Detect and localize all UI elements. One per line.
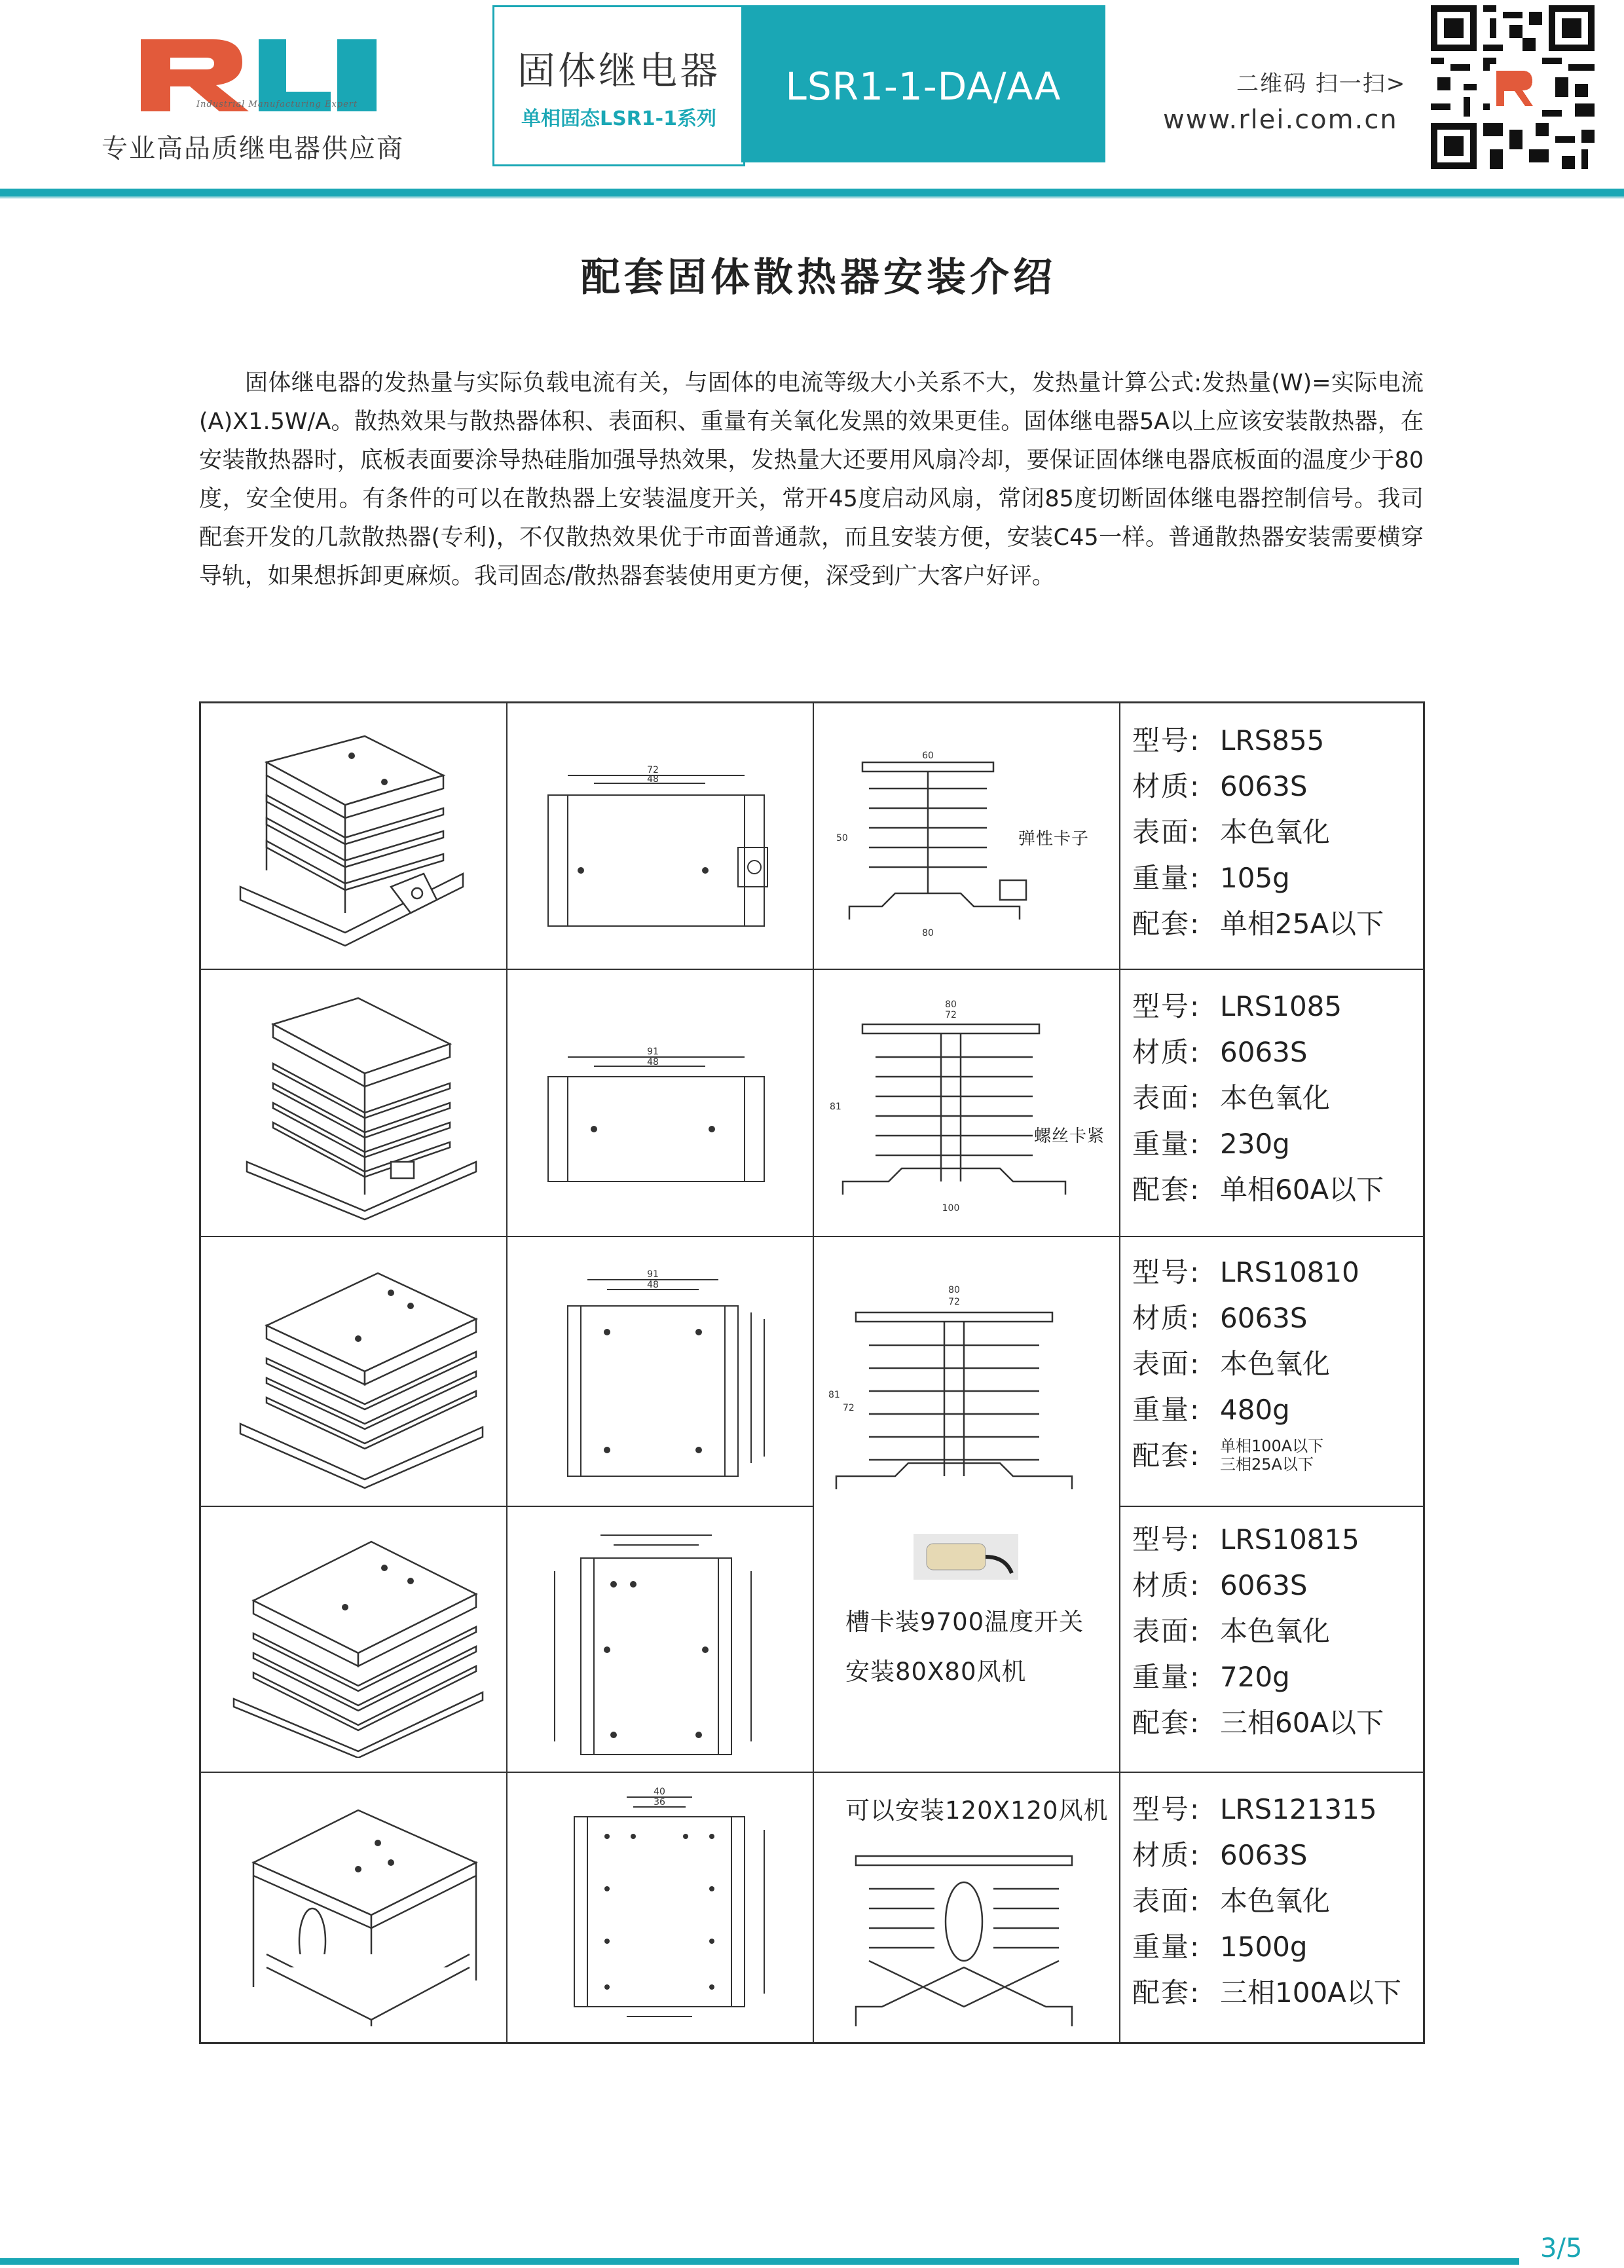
value-weight: 480g (1220, 1394, 1290, 1426)
value-match: 三相100A以下 (1220, 1977, 1401, 2009)
label-material: 材质: (1132, 1839, 1201, 1871)
value-model: LRS10815 (1220, 1523, 1359, 1555)
spec-lrs855 (1132, 718, 1420, 947)
value-material: 6063S (1220, 1302, 1308, 1334)
label-surface: 表面: (1132, 1082, 1201, 1114)
header-divider-light (0, 196, 1624, 198)
note-temp-switch: 槽卡装9700温度开关 (845, 1608, 1084, 1636)
dim-label: 72 (945, 1010, 957, 1020)
value-weight: 1500g (1220, 1931, 1308, 1963)
value-model: LRS855 (1220, 724, 1325, 756)
row-divider-3b (1119, 1506, 1423, 1507)
value-match (1220, 1433, 1420, 1479)
dim-label: 60 (922, 751, 934, 761)
heatsink-lrs855-top-view (528, 762, 790, 933)
note-fan-80: 安装80X80风机 (845, 1658, 1027, 1686)
value-weight: 105g (1220, 862, 1290, 894)
heatsink-spec-table (199, 701, 1425, 2044)
heatsink-lrs10810-top-view (528, 1254, 790, 1489)
scan-prompt: 二维码 扫一扫> (1236, 71, 1407, 97)
value-match-line2: 三相25A以下 (1220, 1455, 1314, 1474)
heatsink-lrs1085-top-view (528, 1044, 790, 1195)
value-material: 6063S (1220, 1839, 1308, 1871)
value-surface: 本色氧化 (1220, 816, 1331, 848)
heatsink-lrs10810-side-view (823, 1280, 1098, 1529)
label-model: 型号: (1132, 1256, 1201, 1288)
value-surface: 本色氧化 (1220, 1615, 1331, 1647)
label-match: 配套: (1132, 1440, 1201, 1472)
label-model: 型号: (1132, 724, 1201, 756)
product-series: 单相固态LSR1-1系列 (521, 107, 717, 130)
value-model: LRS121315 (1220, 1793, 1377, 1825)
dim-label: 72 (647, 765, 659, 775)
label-material: 材质: (1132, 770, 1201, 802)
label-weight: 重量: (1132, 1394, 1201, 1426)
label-match: 配套: (1132, 908, 1201, 940)
dim-label: 80 (945, 999, 957, 1010)
label-weight: 重量: (1132, 1128, 1201, 1160)
spec-lrs1085 (1132, 984, 1420, 1213)
label-surface: 表面: (1132, 1615, 1201, 1647)
page-number: 3/5 (1540, 2233, 1583, 2263)
label-material: 材质: (1132, 1569, 1201, 1601)
note-fan-120: 可以安装120X120风机 (845, 1796, 1109, 1825)
label-material: 材质: (1132, 1036, 1201, 1068)
value-surface: 本色氧化 (1220, 1885, 1331, 1917)
value-material: 6063S (1220, 1569, 1308, 1601)
value-match: 单相60A以下 (1220, 1174, 1384, 1206)
website-url[interactable]: www.rlei.com.cn (1163, 105, 1398, 135)
intro-text: 固体继电器的发热量与实际负载电流有关，与固体的电流等级大小关系不大，发热量计算公式:发热量(W)=实际电流(A)X1.5W/A。散热效果与散热器体积、表面积、重量有关氧化发黑的效果更佳。固体继电器5A以上应该安装散热器，在安装散热器时，底板表面要涂导热硅脂加强导热效果，发热量大还要用风扇冷却，要保证固体继电器底板面的温度少于80度，安全使用。有条件的可以在散热器上安装温度开关，常开45度启动风扇，常闭85度切断固体继电器控制信号。我司配套开发的几款散热器(专利)，不仅散热效果优于市面普通款，而且安装方便，安装C45一样。普通散热器安装需要横穿导轨，如果想拆卸更麻烦。我司固态/散热器套装使用更方便，深受到广大客户好评。 (199, 370, 1424, 589)
label-model: 型号: (1132, 1793, 1201, 1825)
heatsink-lrs121315-isometric (227, 1791, 496, 2033)
label-match: 配套: (1132, 1707, 1201, 1739)
dim-label: 48 (647, 1057, 659, 1068)
dim-label: 80 (922, 928, 934, 939)
heatsink-lrs10810-isometric (227, 1254, 496, 1489)
dim-label: 48 (647, 1280, 659, 1290)
value-match-line1: 单相100A以下 (1220, 1437, 1324, 1455)
row-divider-2 (201, 1236, 1423, 1237)
dim-label: 91 (647, 1047, 659, 1057)
value-model: LRS10810 (1220, 1256, 1359, 1288)
col-divider-3 (1119, 703, 1120, 2042)
spec-lrs10815 (1132, 1517, 1420, 1746)
dim-label: 48 (647, 774, 659, 785)
heatsink-lrs855-isometric (227, 723, 489, 952)
header-divider (0, 189, 1624, 196)
qr-code-icon[interactable] (1431, 5, 1595, 169)
row-divider-4 (201, 1772, 1423, 1773)
product-title-box (492, 5, 745, 166)
label-material: 材质: (1132, 1302, 1201, 1334)
label-weight: 重量: (1132, 862, 1201, 894)
company-tagline: 专业高品质继电器供应商 (101, 134, 404, 164)
model-number: LSR1-1-DA/AA (785, 64, 1061, 109)
dim-label: 72 (843, 1403, 855, 1413)
value-surface: 本色氧化 (1220, 1082, 1331, 1114)
value-material: 6063S (1220, 1036, 1308, 1068)
row-divider-1 (201, 969, 1423, 970)
dim-label: 100 (942, 1203, 960, 1214)
value-weight: 230g (1220, 1128, 1290, 1160)
label-weight: 重量: (1132, 1931, 1201, 1963)
heatsink-lrs10815-isometric (221, 1522, 496, 1758)
col-divider-2 (813, 703, 814, 2042)
dim-label: 80 (948, 1285, 960, 1295)
heatsink-lrs121315-side-view (830, 1830, 1105, 2033)
logo-subtitle: Industrial Manufacturing Expert (196, 100, 358, 109)
dim-label: 72 (948, 1297, 960, 1307)
label-match: 配套: (1132, 1977, 1201, 2009)
dim-label: 50 (836, 833, 848, 844)
spec-lrs121315 (1132, 1787, 1420, 2016)
heatsink-lrs10815-top-view (528, 1519, 790, 1761)
value-match: 三相60A以下 (1220, 1707, 1384, 1739)
value-model: LRS1085 (1220, 990, 1342, 1022)
dim-label: 81 (828, 1390, 840, 1400)
note-screw-clamp: 螺丝卡紧 (1034, 1126, 1105, 1146)
row-divider-3a (201, 1506, 813, 1507)
label-surface: 表面: (1132, 816, 1201, 848)
value-match: 单相25A以下 (1220, 908, 1384, 940)
intro-paragraph (199, 364, 1424, 596)
dim-label: 81 (830, 1102, 841, 1112)
col-divider-1 (506, 703, 507, 2042)
note-spring-clip: 弹性卡子 (1018, 829, 1090, 849)
label-model: 型号: (1132, 990, 1201, 1022)
label-surface: 表面: (1132, 1885, 1201, 1917)
label-surface: 表面: (1132, 1348, 1201, 1380)
value-material: 6063S (1220, 770, 1308, 802)
footer-bar (0, 2258, 1519, 2265)
value-weight: 720g (1220, 1661, 1290, 1693)
page-title: 配套固体散热器安装介绍 (581, 255, 1056, 301)
value-surface: 本色氧化 (1220, 1348, 1331, 1380)
model-banner (741, 5, 1105, 162)
heatsink-lrs1085-isometric (234, 985, 496, 1221)
label-weight: 重量: (1132, 1661, 1201, 1693)
spec-lrs10810 (1132, 1250, 1420, 1479)
label-match: 配套: (1132, 1174, 1201, 1206)
heatsink-lrs121315-top-view (528, 1784, 790, 2033)
dim-label: 36 (654, 1797, 665, 1808)
heatsink-lrs1085-side-view (823, 998, 1098, 1221)
product-title: 固体继电器 (517, 48, 720, 93)
temperature-switch-photo (913, 1534, 1018, 1580)
dim-label: 91 (647, 1269, 659, 1280)
dim-label: 40 (654, 1787, 665, 1797)
label-model: 型号: (1132, 1523, 1201, 1555)
